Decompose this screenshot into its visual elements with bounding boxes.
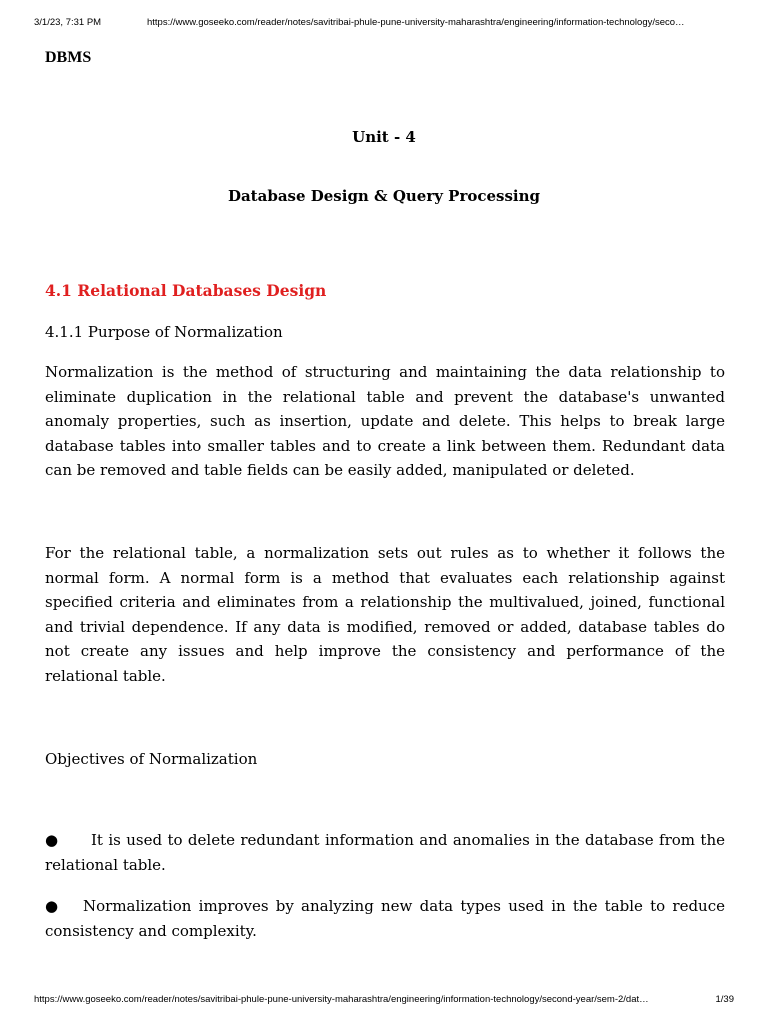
bullet-text: It is used to delete redundant information and anomalies in the database from the relational table. <box>45 831 725 874</box>
page-number: 1/39 <box>715 994 734 1005</box>
chapter-title: Database Design & Query Processing <box>227 187 541 205</box>
print-footer <box>34 994 734 1008</box>
bullet-text: Normalization improves by analyzing new data types used in the table to reduce consistency and complexity. <box>45 897 725 940</box>
paragraph-normal-form: For the relational table, a normalization sets out rules as to whether it follows the normal form. A normal form is a method that evaluates each relationship against specified criteria and eliminates from a relationship the multivalued, joined, functional and trivial dependence. If any data is modified, removed or added, database tables do not create any issues and help improve the consistency and performance of the relational table. <box>45 544 725 685</box>
print-datetime: 3/1/23, 7:31 PM <box>34 17 102 28</box>
unit-title: Unit - 4 <box>352 128 416 146</box>
bullet-item <box>45 894 725 943</box>
paragraph-normalization-definition: Normalization is the method of structuring and maintaining the data relationship to eliminate duplication in the relational table and prevent the database's unwanted anomaly properties, such as insertion, update and delete. This helps to break large database tables into smaller tables and to create a link between them. Redundant data can be removed and table fields can be easily added, manipulated or deleted. <box>45 363 725 480</box>
bullet-icon: ● <box>45 897 59 915</box>
subsection-heading: 4.1.1 Purpose of Normalization <box>45 323 283 341</box>
print-header <box>34 17 734 31</box>
bullet-icon: ● <box>45 831 59 849</box>
print-footer-url: https://www.goseeko.com/reader/notes/savitribai-phule-pune-university-maharashtra/engineering/information-technology/second-year/sem-2/dat… <box>34 994 649 1005</box>
bullet-item <box>45 828 725 877</box>
document-label: DBMS <box>45 49 92 66</box>
section-heading: 4.1 Relational Databases Design <box>45 281 327 300</box>
print-header-url: https://www.goseeko.com/reader/notes/savitribai-phule-pune-university-maharashtra/engineering/information-technology/seco… <box>147 17 685 28</box>
objectives-heading: Objectives of Normalization <box>45 750 258 768</box>
